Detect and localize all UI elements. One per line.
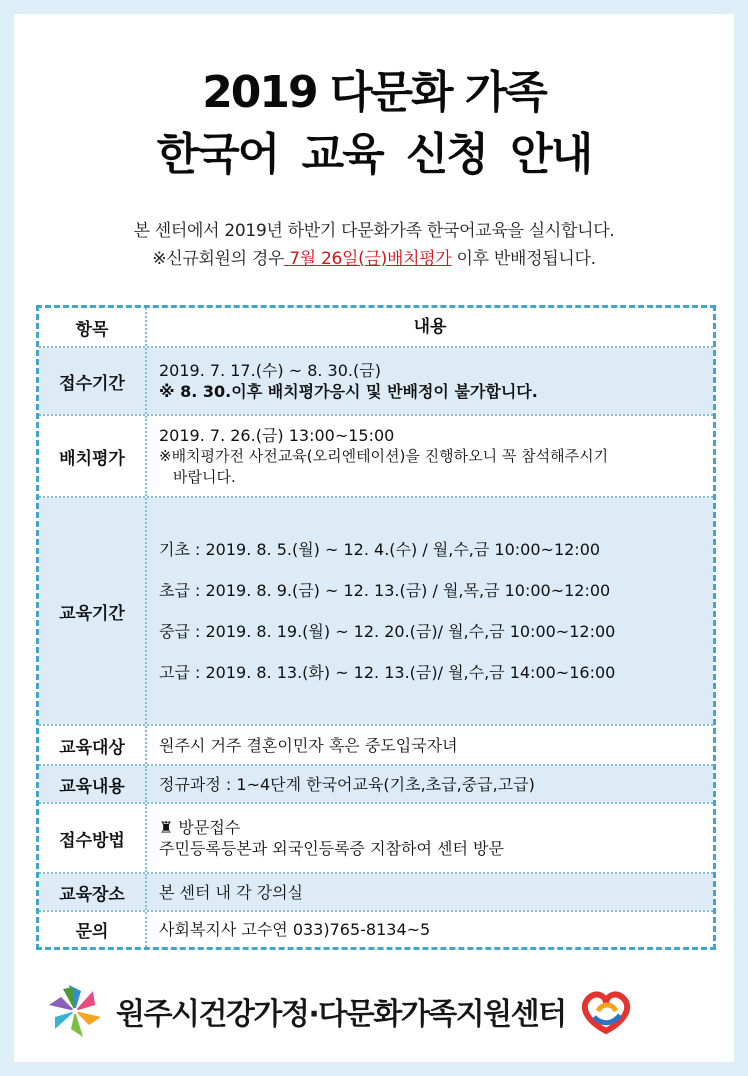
poster-title-line1: 2019 다문화 가족: [202, 67, 546, 118]
target-label: 교육대상: [39, 726, 147, 764]
table-row-placement: [39, 416, 713, 498]
intro-line1: 본 센터에서 2019년 하반기 다문화가족 한국어교육을 실시합니다.: [133, 221, 615, 241]
table-row-contact: [39, 912, 713, 947]
table-row-curriculum: [39, 766, 713, 804]
header-item-label: 항목: [39, 308, 147, 346]
reception-content: [147, 348, 713, 414]
method-label: 접수방법: [39, 804, 147, 872]
venue-label: 교육장소: [39, 874, 147, 910]
placement-note-cont: 바랍니다.: [173, 467, 236, 486]
placement-note: ※배치평가전 사전교육(오리엔테이션)을 진행하오니 꼭 참석해주시기: [159, 446, 609, 465]
curriculum-label: 교육내용: [39, 766, 147, 802]
method-docs: 주민등록등본과 외국인등록증 지참하여 센터 방문: [159, 839, 504, 858]
period-basic: 기초 : 2019. 8. 5.(월) ~ 12. 4.(수) / 월,수,금 10:00~12:00: [159, 540, 601, 559]
method-content: [147, 804, 713, 872]
poster-title-line2: 한국어 교육 신청 안내: [156, 129, 592, 180]
pinwheel-logo-icon: [44, 980, 106, 1042]
period-intermediate: 중급 : 2019. 8. 19.(월) ~ 12. 20.(금)/ 월,수,금 10:00~12:00: [159, 622, 616, 641]
intro-line2: [0, 244, 748, 269]
target-content: 원주시 거주 결혼이민자 혹은 중도입국자녀: [159, 735, 458, 755]
method-visit: ♜ 방문접수: [159, 818, 241, 837]
info-table: [36, 305, 716, 950]
table-header-row: [39, 308, 713, 348]
contact-content: 사회복지사 고수연 033)765-8134~5: [159, 920, 431, 939]
reception-dates: 2019. 7. 17.(수) ~ 8. 30.(금): [159, 361, 381, 380]
period-content: [147, 498, 713, 724]
placement-date-highlight: 7월 26일(금)배치평가: [284, 249, 452, 269]
organization-name: 원주시건강가정·다문화가족지원센터: [116, 997, 566, 1032]
footer: [36, 975, 716, 1047]
period-beginner: 초급 : 2019. 8. 9.(금) ~ 12. 13.(금) / 월,목,금 10:00~12:00: [159, 581, 611, 600]
period-advanced: 고급 : 2019. 8. 13.(화) ~ 12. 13.(금)/ 월,수,금 14:00~16:00: [159, 663, 616, 682]
reception-note: ※ 8. 30.이후 배치평가응시 및 반배정이 불가합니다.: [159, 382, 538, 401]
table-row-period: [39, 498, 713, 726]
curriculum-content: 정규과정 : 1~4단계 한국어교육(기초,초급,중급,고급): [147, 766, 713, 802]
period-label: 교육기간: [39, 498, 147, 724]
venue-content: 본 센터 내 각 강의실: [147, 874, 713, 910]
placement-datetime: 2019. 7. 26.(금) 13:00~15:00: [159, 425, 395, 445]
reception-label: 접수기간: [39, 348, 147, 414]
header-content-label: 내용: [413, 316, 447, 337]
table-row-method: [39, 804, 713, 874]
intro-line2-suffix: 이후 반배정됩니다.: [451, 249, 596, 269]
swirl-heart-logo-icon: [576, 985, 636, 1037]
contact-label: 문의: [39, 912, 147, 947]
table-row-venue: [39, 874, 713, 912]
table-row-target: [39, 726, 713, 766]
placement-label: 배치평가: [39, 416, 147, 496]
placement-content: [147, 416, 713, 496]
table-row-reception: [39, 348, 713, 416]
intro-line2-prefix: ※신규회원의 경우: [152, 249, 285, 269]
